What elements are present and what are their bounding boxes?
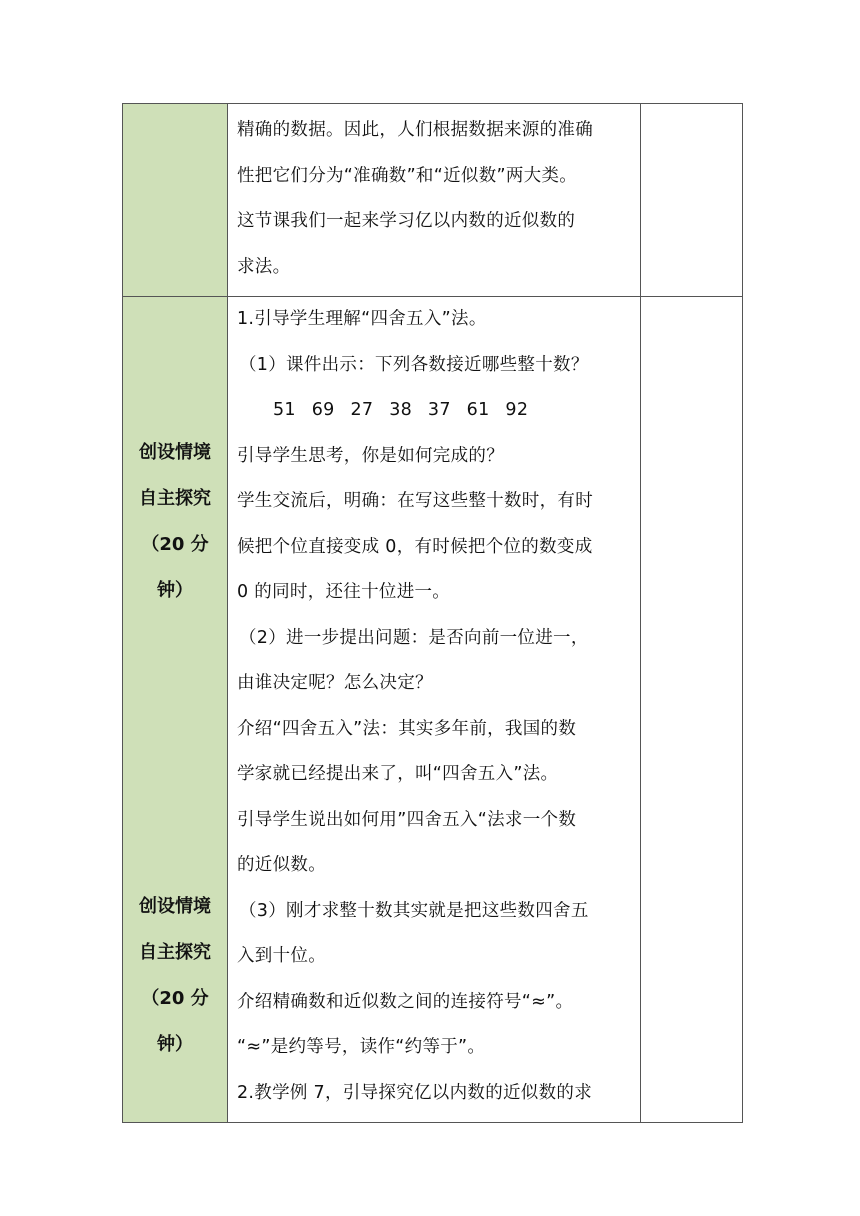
text-line: 由谁决定呢？怎么决定？ — [237, 673, 433, 693]
text-line: 引导学生说出如何用”四舍五入“法求一个数 — [237, 809, 577, 830]
text-line: 1.引导学生理解“四舍五入”法。 — [237, 309, 487, 329]
text-line: 0 的同时，还往十位进一。 — [237, 582, 451, 602]
text-line: 精确的数据。因此，人们根据数据来源的准确 — [237, 120, 593, 140]
text-line: 介绍“四舍五入”法：其实多年前，我国的数 — [237, 718, 577, 739]
text-line: 这节课我们一起来学习亿以内数的近似数的 — [237, 211, 576, 231]
text-line: 学生交流后，明确：在写这些整十数时，有时 — [237, 491, 593, 511]
content-cell — [228, 297, 641, 1123]
lesson-plan-table — [122, 103, 743, 1123]
text-line: 介绍精确数和近似数之间的连接符号“≈”。 — [237, 991, 574, 1012]
text-line: 候把个位直接变成 0，有时候把个位的数变成 — [237, 536, 593, 557]
text-line: “≈”是约等号，读作“约等于”。 — [237, 1037, 486, 1057]
text-line: （1）课件出示：下列各数接近哪些整十数？ — [239, 354, 589, 375]
stage-cell — [123, 104, 228, 297]
notes-cell — [641, 297, 743, 1123]
notes-cell — [641, 104, 743, 297]
text-line: （2）进一步提出问题：是否向前一位进一， — [239, 627, 589, 648]
table-row — [123, 297, 743, 1123]
text-line: 2.教学例 7，引导探究亿以内数的近似数的求 — [237, 1082, 592, 1103]
text-line: 入到十位。 — [237, 946, 326, 966]
stage-label: 创设情境 自主探究 （20 分 钟） — [139, 896, 211, 1055]
content-cell — [228, 104, 641, 297]
stage-cell — [123, 297, 228, 1123]
text-line: 性把它们分为“准确数”和“近似数”两大类。 — [237, 165, 578, 186]
text-line: 学家就已经提出来了，叫“四舍五入”法。 — [237, 764, 559, 784]
text-line: （3）刚才求整十数其实就是把这些数四舍五 — [239, 900, 589, 921]
number-list: 51 69 27 38 37 61 92 — [273, 400, 529, 420]
table-row — [123, 104, 743, 297]
text-line: 求法。 — [237, 256, 291, 277]
text-line: 的近似数。 — [237, 855, 326, 875]
stage-label: 创设情境 自主探究 （20 分 钟） — [139, 442, 211, 601]
text-line: 引导学生思考，你是如何完成的？ — [237, 445, 504, 466]
